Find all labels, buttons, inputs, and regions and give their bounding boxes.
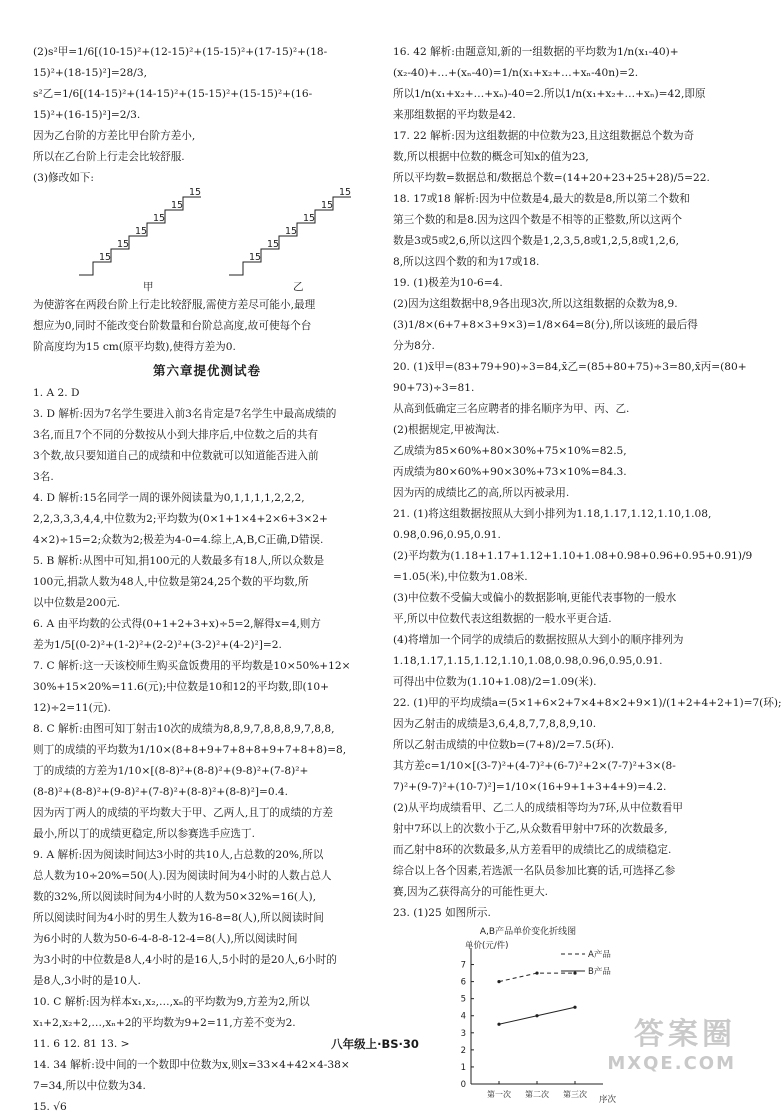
step-height-label: 15 <box>99 252 112 263</box>
answer-line: 乙成绩为85×60%+80×30%+75×10%=82.5, <box>393 445 627 457</box>
answer-line: 8. C 解析:由图可知丁射击10次的成绩为8,8,9,7,8,8,8,9,7,8,8, <box>33 723 335 735</box>
answer-line: 数是3或5或2,6,所以这四个数是1,2,3,5,8或1,2,5,8或1,2,6, <box>393 235 679 247</box>
answer-line: 17. 22 解析:因为这组数据的中位数为23,且这组数据总个数为奇 <box>393 130 695 142</box>
step-height-label: 15 <box>303 213 316 224</box>
answer-line: 总人数为10÷20%=50(人).因为阅读时间为4小时的人数占总人 <box>33 870 332 882</box>
y-tick-label: 7 <box>460 960 466 971</box>
answer-line: 以中位数是200元. <box>33 597 121 609</box>
stairs-figure <box>33 187 373 295</box>
data-point <box>573 971 576 974</box>
answer-line: 从高到低确定三名应聘者的排名顺序为甲、丙、乙. <box>393 403 630 415</box>
answer-line: 15)²+(18-15)²]=28/3, <box>33 67 147 79</box>
answer-line: 丁的成绩的方差为1/10×[(8-8)²+(8-8)²+(9-8)²+(7-8)²+ <box>33 765 309 777</box>
data-point <box>497 980 500 983</box>
answer-line: 21. (1)将这组数据按照从大到小排列为1.18,1.17,1.12,1.10,1.08, <box>393 508 712 520</box>
answer-line: 14. 34 解析:设中间的一个数即中位数为x,则x=33×4+42×4-38× <box>33 1059 350 1071</box>
answer-line: (3)修改如下: <box>33 172 94 184</box>
left-answer-block-c <box>33 383 381 1118</box>
answer-line: 射中7环以上的次数小于乙,从众数看甲射中7环的次数最多, <box>393 823 668 835</box>
stairs-diagram <box>33 187 381 295</box>
answer-line: 所以乙射击成绩的中位数b=(7+8)/2=7.5(环). <box>393 739 615 751</box>
answer-line: 8,所以这四个数的和为17或18. <box>393 256 540 268</box>
answer-line: 7=34,所以中位数为34. <box>33 1080 146 1092</box>
answer-line: 10. C 解析:因为样本x₁,x₂,…,xₙ的平均数为9,方差为2,所以 <box>33 996 310 1008</box>
x-axis-label: 序次 <box>599 1095 617 1105</box>
y-tick-label: 4 <box>460 1011 466 1022</box>
answer-line: (4)将增加一个同学的成绩后的数据按照从大到小的顺序排列为 <box>393 634 684 646</box>
answer-line: 3. D 解析:因为7名学生要进入前3名肯定是7名学生中最高成绩的 <box>33 408 337 420</box>
left-answer-block-a <box>33 42 381 189</box>
answer-line: 100元,捐款人数为48人,中位数是第24,25个数的平均数,所 <box>33 576 309 588</box>
answer-line: 5. B 解析:从图中可知,捐100元的人数最多有18人,所以众数是 <box>33 555 325 567</box>
answer-line: 来那组数据的平均数是42. <box>393 109 516 121</box>
answer-line: 因为乙台阶的方差比甲台阶方差小, <box>33 130 196 142</box>
answer-line: 9. A 解析:因为阅读时间达3小时的共10人,占总数的20%,所以 <box>33 849 324 861</box>
answer-line: 因为丙丁两人的成绩的平均数大于甲、乙两人,且丁的成绩的方差 <box>33 807 333 819</box>
watermark-line1: 答案圈 <box>634 1017 736 1052</box>
answer-line: 23. (1)25 如图所示. <box>393 907 491 919</box>
answer-line: 12)÷2=11(元). <box>33 702 111 714</box>
step-height-label: 15 <box>189 187 202 198</box>
left-answer-block-b <box>33 295 381 358</box>
data-point <box>535 971 538 974</box>
answer-line: 3个数,故只要知道自己的成绩和中位数就可以知道能否进入前 <box>33 450 319 462</box>
answer-line: 1. A 2. D <box>33 387 80 399</box>
answer-line: 7)²+(9-7)²+(10-7)²]=1/10×(16+9+1+3+4+9)=4.2. <box>393 781 667 793</box>
label-jia: 甲 <box>143 281 154 293</box>
answer-line: 4×2)÷15=2;众数为2;极差为4-0=4.综上,A,B,C正确,D错误. <box>33 534 324 546</box>
legend-label: B产品 <box>588 967 611 977</box>
answer-line: (2)从平均成绩看甲、乙二人的成绩相等均为7环,从中位数看甲 <box>393 802 683 814</box>
answer-line: 16. 42 解析:由题意知,新的一组数据的平均数为1/n(x₁-40)+ <box>393 46 679 58</box>
answer-line: 所以平均数=数据总和/数据总个数=(14+20+23+25+28)/5=22. <box>393 172 710 184</box>
answer-line: 综合以上各个因素,若选派一名队员参加比赛的话,可选择乙参 <box>393 865 676 877</box>
answer-line: 赛,因为乙获得高分的可能性更大. <box>393 886 549 898</box>
answer-line: (3)中位数不受偏大或偏小的数据影响,更能代表事物的一般水 <box>393 592 677 604</box>
step-height-label: 15 <box>267 239 280 250</box>
x-tick-label: 第二次 <box>525 1090 549 1099</box>
answer-line: 数的32%,所以阅读时间为4小时的人数为50×32%=16(人), <box>33 891 317 903</box>
y-tick-label: 0 <box>460 1080 466 1090</box>
y-tick-label: 2 <box>460 1045 466 1056</box>
answer-line: 15. √6 <box>33 1101 67 1113</box>
answer-line: 22. (1)甲的平均成绩a=(5×1+6×2+7×4+8×2+9×1)/(1+2+4+2+1)=7(环); <box>393 697 782 709</box>
answer-line: 数,所以根据中位数的概念可知x的值为23, <box>393 151 589 163</box>
answer-line: (3)1/8×(6+7+8×3+9×3)=1/8×64=8(分),所以该班的最后得 <box>393 319 698 331</box>
label-yi: 乙 <box>293 281 304 293</box>
answer-line: 阶高度均为15 cm(原平均数),使得方差为0. <box>33 341 236 353</box>
answer-line: 因为丙的成绩比乙的高,所以丙被录用. <box>393 487 570 499</box>
step-height-label: 15 <box>153 213 166 224</box>
answer-line: 为6小时的人数为50-6-4-8-8-12-4=8(人),所以阅读时间 <box>33 933 298 945</box>
answer-line: 6. A 由平均数的公式得(0+1+2+3+x)÷5=2,解得x=4,则方 <box>33 618 321 630</box>
answer-line: (2)根据规定,甲被淘汰. <box>393 424 500 436</box>
answer-line: 差为1/5[(0-2)²+(1-2)²+(2-2)²+(3-2)²+(4-2)²]=2. <box>33 639 282 651</box>
answer-line: 分为8分. <box>393 340 435 352</box>
answer-line: 最小,所以丁的成绩更稳定,所以参赛选手应选丁. <box>33 828 255 840</box>
answer-line: 因为乙射击的成绩是3,6,4,8,7,7,8,8,9,10. <box>393 718 597 730</box>
answer-line: 平,所以中位数代表这组数据的一般水平更合适. <box>393 613 612 625</box>
answer-line: 第三个数的和是8.因为这四个数是不相等的正整数,所以这两个 <box>393 214 682 226</box>
data-point <box>497 1023 500 1026</box>
answer-line: 11. 6 12. 81 13. > <box>33 1038 130 1050</box>
data-point <box>573 1006 576 1009</box>
answer-line: 可得出中位数为(1.10+1.08)/2=1.09(米). <box>393 676 597 688</box>
answer-line: 所以1/n(x₁+x₂+…+xₙ)-40=2.所以1/n(x₁+x₂+…+xₙ)=42,即原 <box>393 88 706 100</box>
answer-line: (2)平均数为(1.18+1.17+1.12+1.10+1.08+0.98+0.96+0.95+0.91)/9 <box>393 550 753 562</box>
data-point <box>535 1014 538 1017</box>
answer-line: 15)²+(16-15)²]=2/3. <box>33 109 141 121</box>
answer-line: 所以阅读时间为4小时的男生人数为16-8=8(人),所以阅读时间 <box>33 912 324 924</box>
answer-line: 其方差c=1/10×[(3-7)²+(4-7)²+(6-7)²+2×(7-7)²+3×(8- <box>393 760 676 772</box>
answer-line: (2)因为这组数据中8,9各出现3次,所以这组数据的众数为8,9. <box>393 298 678 310</box>
answer-line: 丙成绩为80×60%+90×30%+73×10%=84.3. <box>393 466 627 478</box>
answer-line: 20. (1)x̄甲=(83+79+90)÷3=84,x̄乙=(85+80+75)÷3=80,x̄丙=(80+ <box>393 361 747 373</box>
y-tick-label: 3 <box>460 1028 466 1039</box>
answer-line: (2)s²甲=1/6[(10-15)²+(12-15)²+(15-15)²+(17-15)²+(18- <box>33 46 328 58</box>
page-footer: 八年级上·BS·30 <box>331 1037 419 1051</box>
watermark-line2: MXQE.COM <box>607 1053 736 1074</box>
answer-line: 想应为0,同时不能改变台阶数量和台阶总高度,故可使每个台 <box>33 320 312 332</box>
answer-line: (8-8)²+(8-8)²+(9-8)²+(7-8)²+(8-8)²+(8-8)²]=0.4. <box>33 786 289 798</box>
step-height-label: 15 <box>249 252 262 263</box>
y-tick-label: 6 <box>460 977 466 988</box>
answer-line: 3名,而且7个不同的分数按从小到大排序后,中位数之后的共有 <box>33 429 319 441</box>
watermark-logo <box>607 1009 736 1074</box>
answer-line: 1.18,1.17,1.15,1.12,1.10,1.08,0.98,0.96,0.95,0.91. <box>393 655 663 667</box>
answer-line: 为使游客在两段台阶上行走比较舒服,需使方差尽可能小,最理 <box>33 299 316 311</box>
y-tick-label: 5 <box>460 994 466 1005</box>
y-tick-label: 1 <box>460 1062 466 1073</box>
answer-line: 90+73)÷3=81. <box>393 382 475 394</box>
answer-line: 是8人,3小时的是10人. <box>33 975 141 987</box>
step-height-label: 15 <box>171 200 184 211</box>
answer-line: x₁+2,x₂+2,…,xₙ+2的平均数为9+2=11,方差不变为2. <box>33 1017 296 1029</box>
right-column <box>393 42 782 1109</box>
answer-line: 18. 17或18 解析:因为中位数是4,最大的数是8,所以第二个数和 <box>393 193 690 205</box>
step-height-label: 15 <box>321 200 334 211</box>
chart-title: A,B产品单价变化折线图 <box>479 927 577 937</box>
answer-line: 3名. <box>33 471 54 483</box>
step-height-label: 15 <box>135 226 148 237</box>
answer-line: =1.05(米),中位数为1.08米. <box>393 571 528 583</box>
answer-line: 所以在乙台阶上行走会比较舒服. <box>33 151 185 163</box>
legend-label: A产品 <box>588 950 611 960</box>
x-tick-label: 第三次 <box>563 1090 587 1099</box>
step-height-label: 15 <box>339 187 352 198</box>
step-height-label: 15 <box>285 226 298 237</box>
answer-line: 则丁的成绩的平均数为1/10×(8+8+9+7+8+8+9+7+8+8)=8, <box>33 744 347 756</box>
y-axis-label: 单价(元/件) <box>465 941 509 951</box>
answer-line: 19. (1)极差为10-6=4. <box>393 277 503 289</box>
answer-line: 为3小时的中位数是8人,4小时的是16人,5小时的是20人,6小时的 <box>33 954 337 966</box>
step-height-label: 15 <box>117 239 130 250</box>
answer-line: s²乙=1/6[(14-15)²+(14-15)²+(15-15)²+(15-15)²+(16- <box>33 88 313 100</box>
answer-line: 0.98,0.96,0.95,0.91. <box>393 529 501 541</box>
answer-line: 而乙射中8环的次数最多,从方差看甲的成绩比乙的成绩稳定. <box>393 844 672 856</box>
answer-line: 30%+15×20%=11.6(元);中位数是10和12的平均数,即(10+ <box>33 681 329 693</box>
answer-line: 4. D 解析:15名同学一周的课外阅读量为0,1,1,1,1,2,2,2, <box>33 492 305 504</box>
answer-line: 7. C 解析:这一天该校师生购买盒饭费用的平均数是10×50%+12× <box>33 660 351 672</box>
answer-line: (x₂-40)+…+(xₙ-40)=1/n(x₁+x₂+…+xₙ-40n)=2. <box>393 67 639 79</box>
section-title: 第六章提优测试卷 <box>152 363 261 378</box>
chart-svg <box>433 924 623 1109</box>
right-answer-block <box>393 42 782 924</box>
x-tick-label: 第一次 <box>487 1090 511 1099</box>
answer-line: 2,2,3,3,3,4,4,中位数为2;平均数为(0×1+1×4+2×6+3×2+ <box>33 513 328 525</box>
left-column <box>33 42 381 1118</box>
